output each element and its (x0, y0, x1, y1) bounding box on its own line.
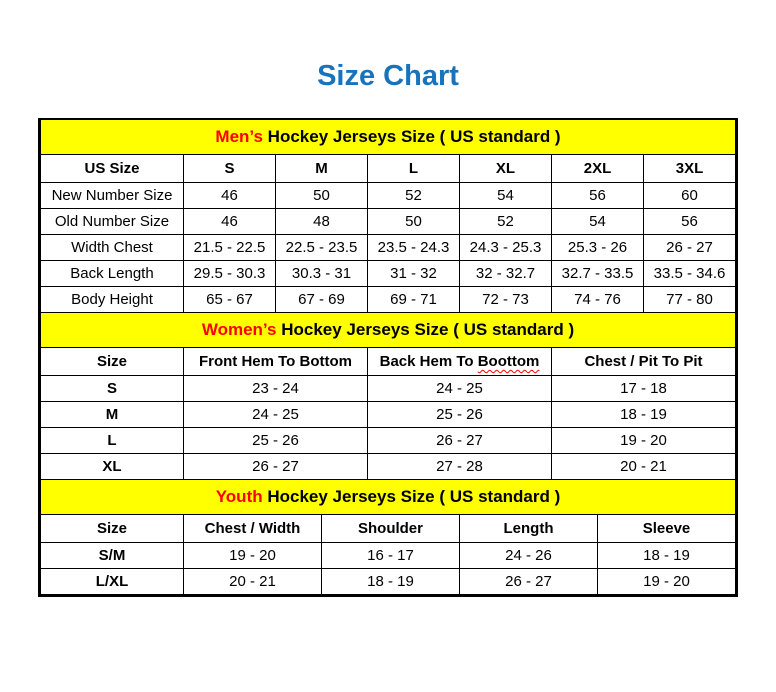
womens-column-header: Size (41, 348, 184, 376)
mens-value-cell: 72 - 73 (460, 287, 552, 313)
mens-row-label: Width Chest (41, 235, 184, 261)
mens-value-cell: 50 (368, 209, 460, 235)
youth-value-cell: 26 - 27 (460, 569, 598, 595)
mens-value-cell: 30.3 - 31 (276, 261, 368, 287)
mens-value-cell: 32.7 - 33.5 (552, 261, 644, 287)
youth-column-header: Size (41, 515, 184, 543)
mens-value-cell: 67 - 69 (276, 287, 368, 313)
womens-value-cell: 23 - 24 (184, 376, 368, 402)
mens-column-header: XL (460, 155, 552, 183)
youth-header-row (41, 515, 736, 543)
womens-accent-word: Women’s (201, 320, 277, 339)
mens-column-header: L (368, 155, 460, 183)
mens-value-cell: 52 (460, 209, 552, 235)
youth-value-cell: 20 - 21 (184, 569, 322, 595)
womens-banner-row (41, 313, 736, 348)
youth-column-header: Length (460, 515, 598, 543)
youth-size-table (40, 479, 736, 595)
womens-column-header: Front Hem To Bottom (184, 348, 368, 376)
womens-table-row (41, 376, 736, 402)
mens-value-cell: 24.3 - 25.3 (460, 235, 552, 261)
mens-value-cell: 46 (184, 183, 276, 209)
mens-value-cell: 46 (184, 209, 276, 235)
womens-value-cell: 26 - 27 (368, 428, 552, 454)
womens-value-cell: 26 - 27 (184, 454, 368, 480)
womens-value-cell: 25 - 26 (368, 402, 552, 428)
youth-column-header: Chest / Width (184, 515, 322, 543)
mens-column-header: 2XL (552, 155, 644, 183)
mens-value-cell: 31 - 32 (368, 261, 460, 287)
mens-value-cell: 48 (276, 209, 368, 235)
mens-value-cell: 56 (552, 183, 644, 209)
mens-row-label: Body Height (41, 287, 184, 313)
womens-row-label: L (41, 428, 184, 454)
womens-row-label: XL (41, 454, 184, 480)
youth-value-cell: 18 - 19 (598, 543, 736, 569)
mens-value-cell: 77 - 80 (644, 287, 736, 313)
youth-column-header: Sleeve (598, 515, 736, 543)
mens-value-cell: 54 (460, 183, 552, 209)
youth-value-cell: 18 - 19 (322, 569, 460, 595)
youth-row-label: L/XL (41, 569, 184, 595)
mens-table-row (41, 209, 736, 235)
womens-row-label: S (41, 376, 184, 402)
mens-value-cell: 29.5 - 30.3 (184, 261, 276, 287)
mens-value-cell: 52 (368, 183, 460, 209)
mens-banner-row (41, 120, 736, 155)
womens-section-title: Women’s Hockey Jerseys Size ( US standard ) (41, 313, 736, 348)
mens-value-cell: 21.5 - 22.5 (184, 235, 276, 261)
mens-column-header: M (276, 155, 368, 183)
womens-value-cell: 17 - 18 (552, 376, 736, 402)
mens-value-cell: 54 (552, 209, 644, 235)
youth-column-header: Shoulder (322, 515, 460, 543)
youth-table-row (41, 543, 736, 569)
womens-value-cell: 18 - 19 (552, 402, 736, 428)
size-tables (38, 118, 738, 597)
womens-value-cell: 24 - 25 (184, 402, 368, 428)
mens-row-label: New Number Size (41, 183, 184, 209)
womens-column-header: Back Hem To Boottom (368, 348, 552, 376)
youth-accent-word: Youth (215, 487, 263, 506)
womens-column-header: Chest / Pit To Pit (552, 348, 736, 376)
mens-section-title: Men’s Hockey Jerseys Size ( US standard ) (41, 120, 736, 155)
mens-table-row (41, 261, 736, 287)
youth-value-cell: 19 - 20 (184, 543, 322, 569)
mens-value-cell: 69 - 71 (368, 287, 460, 313)
youth-value-cell: 16 - 17 (322, 543, 460, 569)
mens-table-row (41, 287, 736, 313)
page-title: Size Chart (317, 60, 459, 92)
youth-table-row (41, 569, 736, 595)
mens-value-cell: 65 - 67 (184, 287, 276, 313)
mens-row-label: Old Number Size (41, 209, 184, 235)
womens-size-table (40, 312, 736, 480)
mens-header-row (41, 155, 736, 183)
womens-row-label: M (41, 402, 184, 428)
womens-value-cell: 20 - 21 (552, 454, 736, 480)
womens-value-cell: 27 - 28 (368, 454, 552, 480)
mens-accent-word: Men’s (215, 127, 263, 146)
mens-size-table (40, 120, 736, 313)
womens-value-cell: 19 - 20 (552, 428, 736, 454)
mens-value-cell: 26 - 27 (644, 235, 736, 261)
mens-table-row (41, 183, 736, 209)
youth-value-cell: 19 - 20 (598, 569, 736, 595)
mens-table-row (41, 235, 736, 261)
womens-value-cell: 25 - 26 (184, 428, 368, 454)
mens-value-cell: 32 - 32.7 (460, 261, 552, 287)
mens-value-cell: 22.5 - 23.5 (276, 235, 368, 261)
mens-value-cell: 74 - 76 (552, 287, 644, 313)
mens-column-header: US Size (41, 155, 184, 183)
youth-row-label: S/M (41, 543, 184, 569)
womens-table-row (41, 402, 736, 428)
mens-value-cell: 50 (276, 183, 368, 209)
youth-value-cell: 24 - 26 (460, 543, 598, 569)
mens-value-cell: 23.5 - 24.3 (368, 235, 460, 261)
womens-table-row (41, 454, 736, 480)
womens-header-row (41, 348, 736, 376)
misspelled-word: Boottom (477, 353, 540, 370)
youth-section-title: Youth Hockey Jerseys Size ( US standard ) (41, 480, 736, 515)
womens-value-cell: 24 - 25 (368, 376, 552, 402)
mens-row-label: Back Length (41, 261, 184, 287)
mens-value-cell: 56 (644, 209, 736, 235)
youth-banner-row (41, 480, 736, 515)
mens-column-header: 3XL (644, 155, 736, 183)
womens-table-row (41, 428, 736, 454)
mens-value-cell: 33.5 - 34.6 (644, 261, 736, 287)
mens-value-cell: 25.3 - 26 (552, 235, 644, 261)
mens-value-cell: 60 (644, 183, 736, 209)
mens-column-header: S (184, 155, 276, 183)
